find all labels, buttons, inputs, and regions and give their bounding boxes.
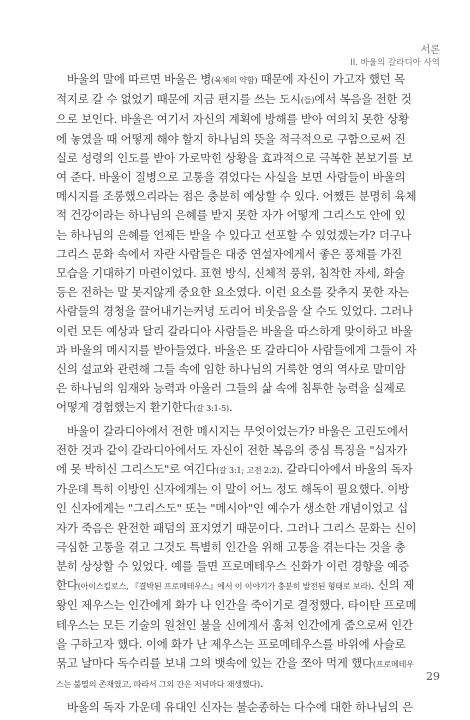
text-line [56,149,424,168]
line-text: 테우스는 모든 기술의 원천인 불을 신에게서 훔쳐 인간에게 줌으로써 인간 [56,617,413,632]
text-line [56,302,424,321]
line-text: 묶고 날마다 독수리를 보내 그의 뱃속에 있는 간을 쪼아 먹게 했다 [56,656,373,671]
line-text: 실로 성령의 인도를 받아 가로막힌 상황을 효과적으로 극복한 본보기를 보 [56,150,413,165]
text-line [56,576,424,596]
citation-text: 스는 불멸의 존재였고, 따라서 그의 간은 저녁마다 재생했다) [56,680,260,690]
line-text: 한다 [56,578,78,593]
line-text: 어떻게 경험했는지 환기한다 [56,400,194,415]
line-text: 그리스 문화 속에서 자란 사람들은 대중 연설자에게서 좋은 풍채를 가진 [56,246,402,261]
text-line [56,635,424,654]
line-text: 사람들의 경청을 끌어내기는커녕 도리어 비웃음을 살 수도 있었다. 그러나 [56,304,413,319]
line-text: 등은 전하는 말 못지않게 중요한 요소였다. 이런 요소를 갖추지 못한 자는 [56,285,409,300]
line-text: . [260,676,264,691]
text-line [56,596,424,615]
text-line [56,130,424,149]
text-line [56,110,424,129]
line-text: 에서 복음을 전한 것 [314,92,412,107]
text-line [56,422,424,441]
page-number: 29 [426,670,440,683]
line-text: 적지로 갈 수 없었기 때문에 지금 편지를 쓰는 도시 [56,92,301,107]
line-text: 는 하나님의 은혜를 언제든 받을 수 있다고 선포할 수 있었겠는가? 더구나 [56,227,412,242]
text-line [56,168,424,187]
text-line [56,360,424,379]
text-line [56,499,424,518]
running-header-section: 서론 [420,45,440,56]
line-text: 에 못 박히신 그리스도"로 여긴다 [56,462,217,477]
citation-text: (프로메테우 [372,660,414,670]
text-line [56,341,424,360]
text-line [56,70,424,90]
text-line [56,441,424,460]
text-line [56,480,424,499]
line-text: 이런 모든 예상과 달리 갈라디아 사람들은 바울을 따스하게 맞이하고 바울 [56,323,413,338]
line-text: . 갈라디아에서 바울의 독자 [279,462,413,477]
citation-text: (갈 3:1-5) [193,404,230,414]
text-line [56,245,424,264]
citation-text: (갈 3:1; 고전 2:2) [216,466,280,476]
line-text: 모습을 기대하기 마련이었다. 표현 방식, 신체적 풍위, 침착한 자세, 화술 [56,266,406,281]
line-text: 바울의 독자 가운데 유대인 신자는 불순종하는 다수에 대한 하나님의 은 [67,699,413,714]
line-text: 과 바울의 메시지를 받아들였다. 바울은 또 갈라디아 사람들에게 그들이 자 [56,342,417,357]
line-text: 가운데 특히 이방인 신자에게는 이 말이 어느 정도 해독이 필요했다. 이방 [56,482,409,497]
text-line [56,398,424,418]
line-text: . 신의 제 [370,578,414,593]
line-text: 왕인 제우스는 인간에게 화가 나 인간을 죽이기로 결정했다. 타이탄 프로메 [56,598,417,613]
line-text: 에 놓였을 때 어떻게 해야 할지 하나님의 뜻을 적극적으로 구함으로써 진 [56,131,406,146]
line-text: 여 준다. 바울이 질병으로 고통을 겪었다는 사실을 보면 사람들이 바울의 [56,170,406,185]
line-text: 을 구하고자 했다. 이에 화가 난 제우스는 프로메테우스를 바위에 사슬로 [56,636,406,651]
line-text: 자가 죽음은 완전한 패덤의 표지였기 때문이다. 그러나 그리스 문화는 신이 [56,520,417,535]
running-header-chapter: II. 바울의 갈라디아 사역 [350,58,440,68]
text-line [56,616,424,635]
text-line [56,322,424,341]
paragraph [56,70,424,419]
citation-text: (육체의 약함) [211,76,258,85]
body-text [56,70,424,720]
line-text: 메시지를 조롱했으리라는 점은 충분히 예상할 수 있다. 어쨌든 분명히 육체 [56,189,417,204]
text-line [56,460,424,480]
line-text: 전한 것과 같이 갈라디아에서도 자신이 전한 복음의 중심 특징을 "십자가 [56,442,408,457]
text-line [56,226,424,245]
line-text: 인 신자에게는 "그리스도" 또는 "메시아"인 예수가 생소한 개념이었고 십 [56,501,409,516]
text-line [56,538,424,557]
line-text: 신의 설교와 관련해 그들 속에 임한 하나님의 거룩한 영의 역사로 말미암 [56,362,406,377]
citation-text: (들) [300,96,315,106]
line-text: . [229,400,233,415]
line-text: 적 건강이라는 하나님의 은혜를 받지 못한 자가 어떻게 그리스도 안에 있 [56,208,406,223]
line-text: 극심한 고통을 겪고 그것도 특별히 인간을 위해 고통을 겪는다는 것을 충 [56,539,406,554]
text-line [56,557,424,576]
text-line [56,187,424,206]
line-text: 은 하나님의 임재와 능력과 아울러 그들의 삶 속에 침투한 능력을 실제로 [56,381,406,396]
citation-text: (아이스킬로스, 『결박된 프로메테우스』에서 이 이야기가 충분히 발전된 형태로 보라) [77,582,371,592]
line-text: 으로 보인다. 바울은 여기서 자신의 계획에 방해를 받아 여의치 못한 상황 [56,112,409,127]
line-text: 바울이 갈라디아에서 전한 메시지는 무엇이었는가? 바울은 고린도에서 [67,423,409,438]
paragraph [56,422,424,695]
text-line [56,379,424,398]
line-text: 분히 상상할 수 있었다. 예를 들면 프로메테우스 신화가 이런 경향을 예증 [56,559,409,574]
text-line [56,519,424,538]
text-line [56,674,424,694]
text-line [56,206,424,225]
line-text: 때문에 자신이 가고자 했던 목 [257,72,405,86]
text-line [56,654,424,674]
running-header [350,44,440,69]
text-line [56,283,424,302]
text-line [56,90,424,110]
line-text: 바울의 말에 따르면 바울은 병 [67,72,212,86]
text-line [56,264,424,283]
